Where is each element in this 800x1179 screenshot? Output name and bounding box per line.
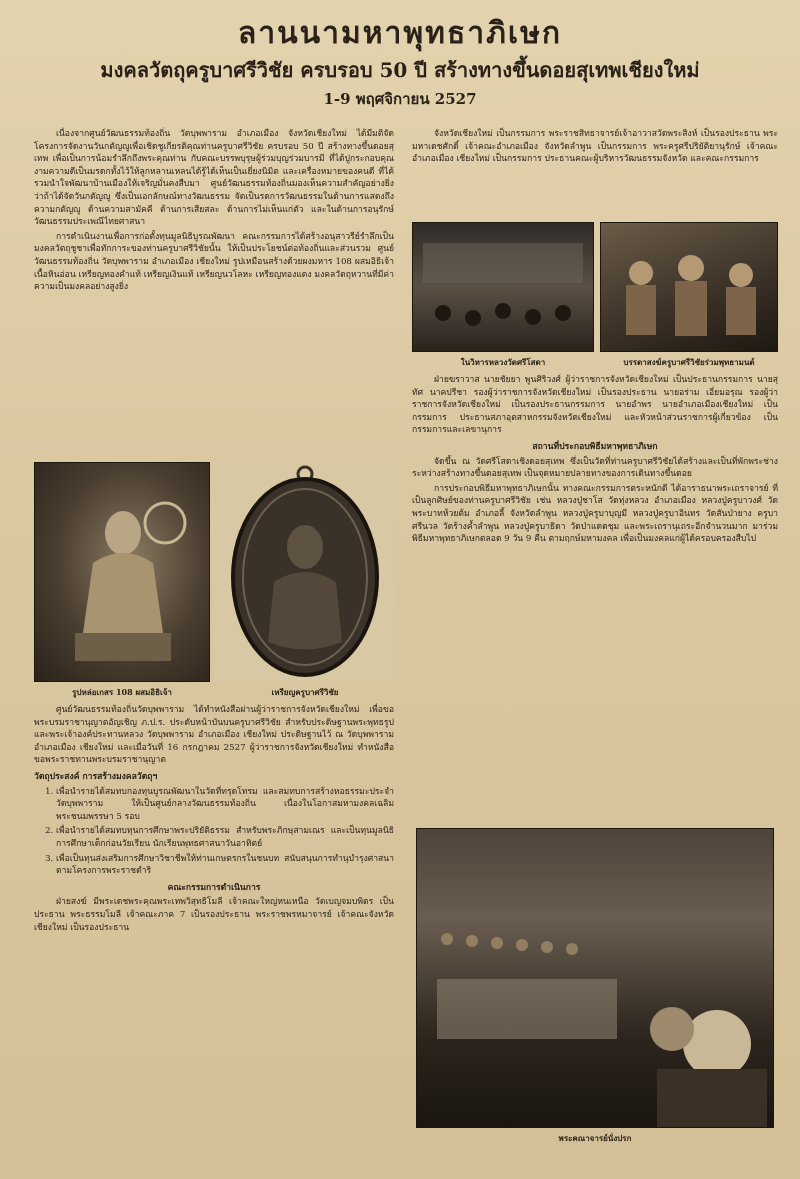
ceremony-icon: [417, 829, 773, 1127]
right-column: [412, 128, 778, 168]
amulet-statue-photo: [34, 462, 210, 682]
list-item: 2. เพื่อนำรายได้สมทบทุนการศึกษาพระปริยัติธรรม สำหรับพระภิกษุสามเณร และเป็นทุนมูลนิธิการศึกษาเด็กก่อนวัยเรียน นักเรียนพุทธศาสนาวันอาทิตย์: [56, 825, 394, 850]
committee-heading: คณะกรรมการดำเนินการ: [167, 882, 261, 893]
left-column-lower: [34, 704, 394, 936]
place-heading: สถานที่ประกอบพิธีมหาพุทธาภิเษก: [532, 441, 658, 452]
statue-icon: [35, 463, 209, 681]
photo-caption: เหรียญครูบาศรีวิชัย: [271, 687, 339, 697]
paragraph: จัดขึ้น ณ วัดศรีโสดาเชิงดอยสุเทพ ซึ่งเป็นวัดที่ท่านครูบาศรีวิชัยได้สร้างและเป็นที่พักพระช่างระหว่างสร้างทางขึ้นดอยสุเทพ เป็นจุดหมายปลายทางของการเดินทางขึ้นดอย: [412, 456, 778, 480]
page-title: ลานนามหาพุทธาภิเษก: [237, 16, 563, 51]
list-item: 3. เพื่อเป็นทุนส่งเสริมการศึกษาวิชาชีพให้ท่านเกษตรกรในชนบท สนับสนุนการทำนุบำรุงศาสนาตามโครงการพระราชดำริ: [56, 853, 394, 878]
event-dates: 1-9 พฤศจิกายน 2527: [323, 90, 477, 108]
right-column-lower: [412, 374, 778, 548]
paragraph: จังหวัดเชียงใหม่ เป็นกรรมการ พระราชสิทธาจารย์เจ้าอาวาสวัดพระสิงห์ เป็นรองประธาน พระมหาเดชศักดิ์ เจ้าคณะอำเภอเมือง จังหวัดลำพูน เป็นกรรมการ พระครูศรีปริยัติยานุรักษ์ เจ้าคณะอำเภอเมือง เชียงใหม่ เป็นกรรมการ ประธานคณะผู้บริหารวัฒนธรรมจังหวัด และคณะกรรมการ: [412, 129, 778, 165]
ceremony-photo: [416, 828, 774, 1128]
monks-icon: [601, 223, 777, 351]
paragraph: การดำเนินงานเพื่อการก่อตั้งทุนมูลนิธิบูรณพัฒนา คณะกรรมการได้สร้างอนุสาวรีย์รำลึกเป็นมงคลวัตถุชูชาเพื่อทักการะของท่านครูบาศรีวิชัยนั้น ให้เป็นประโยชน์ต่อท้องถิ่นและส่วนรวม ศูนย์วัฒนธรรมท้องถิ่น วัดบุพพาราม อำเภอเมือง เชียงใหม่ รูปเหมือนสร้างด้วยผงมหาร 108 ผสมอิธิเจ้าเนื้อหินอ่อน เหรียญทองคำแท้ เหรียญเงินแท้ เหรียญนวโลหะ เหรียญทองแดง มงคลวัตถุหวานที่มีค่าความเป็นมงคลอย่างสูงยิ่ง: [34, 231, 394, 293]
photo-caption: บรรดาสงฆ์ครูบาศรีวิชัยร่วมพุทธามนต์: [623, 357, 755, 367]
page-subtitle: มงคลวัตถุครูบาศรีวิชัย ครบรอบ 50 ปี สร้างทางขึ้นดอยสุเทพเชียงใหม่: [100, 58, 700, 82]
photo-caption: ในวิหารหลวงวัดศรีโสดา: [460, 357, 546, 367]
coin-icon: [214, 462, 396, 682]
photo-caption: รูปหล่อเกสร 108 ผสมอิธิเจ้า: [72, 687, 172, 697]
paragraph: ศูนย์วัฒนธรรมท้องถิ่นวัดบุพพาราม ได้ทำหนังสือผ่านผู้ว่าราชการจังหวัดเชียงใหม่ เพื่อขอพระบรมราชานุญาตอัญเชิญ ภ.ป.ร. ประดับหน้าบันบนครูบาศรีวิชัย สำหรับประดิษฐานพระพุทธรูปและพระเจ้าองค์ประทานหลวง วัดบุพพาราม อำเภอเมือง เชียงใหม่ ประดิษฐานไว้ ณ วัดบุพพาราม อำเภอเมือง เชียงใหม่ และเมื่อวันที่ 16 กรกฎาคม 2527 ผู้ว่าราชการจังหวัดเชียงใหม่ ทำหนังสือขอพระราชทานพระบรมราชานุญาต: [34, 705, 394, 766]
vihara-photo: [412, 222, 594, 352]
objectives-list: [34, 786, 394, 878]
photo-caption: พระคณาจารย์นั่งปรก: [558, 1133, 632, 1143]
coin-photo: [214, 462, 396, 682]
paragraph: เนื่องจากศูนย์วัฒนธรรมท้องถิ่น วัดบุพพาราม อำเภอเมือง จังหวัดเชียงใหม่ ได้มีมติจัดโครงการจัดงานวันกตัญญูเพื่อเชิดชูเกียรติคุณท่านครูบาศรีวิชัย ครบรอบ 50 ปี สร้างทางขึ้นดอยสุเทพ เพื่อเป็นการน้อมรำลึกถึงพระคุณท่าน กับคณะบรรพบุรุษผู้ร่วมบุญร่วมบารมี ที่ได้ปูกระกอบคุณงามความดีเป็นมรดกทั้งไว้ให้ลูกหลานเหลนได้รู้ได้เห็นเป็นเยี่ยงนิมิต และเครื่องหมายของคนดี ที่ได้รวมนำใจพัฒนาบ้านเมืองให้เจริญมั่นคงสืบมา ศูนย์วัฒนธรรมท้องถิ่นมองเห็นความสำคัญอย่างยิ่งว่าถ้าได้จัดวันกตัญญู ซึ่งเป็นเอกลักษณ์ทางวัฒนธรรม จัดเป็นรดการวัฒนธรรมในด้านการแสดงถึงความกตัญญู ด้านความสามัคคี ด้านการเสียสละ ด้านการไม่เห็นแก่ตัว และในด้านการอนุรักษ์วัฒนธรรมประเพณีไทยศาสนา: [34, 129, 394, 228]
paragraph: ฝ่ายฆราวาส นายชัยยา พูนศิริวงศ์ ผู้ว่าราชการจังหวัดเชียงใหม่ เป็นประธานกรรมการ นายสุทัศ นาคปรีชา รองผู้ว่าราชการจังหวัดเชียงใหม่ เป็นรองประธาน นายอร่าม เอี่ยมอรุณ รองผู้ว่าราชการจังหวัดเชียงใหม่ เป็นรองประธานกรรมการ นายอำพร นายอำเภอเมืองเชียงใหม่ เป็นกรรมการ ประธานสภาอุตสาหกรรมจังหวัดเชียงใหม่ และหัวหน้าส่วนราชการผู้เกี่ยวข้อง เป็นกรรมการและเลขานุการ: [412, 375, 778, 436]
paragraph: ฝ่ายสงฆ์ มีพระเดชพระคุณพระเทพวิสุทธิโมลี เจ้าคณะใหญ่หนเหนือ วัดเบญจมบพิตร เป็นประธาน พระธรรมโมลี เจ้าคณะภาค 7 เป็นรองประธาน พระราชพรหมาจารย์ เจ้าคณะจังหวัดเชียงใหม่ เป็นรองประธาน: [34, 897, 394, 933]
paragraph: การประกอบพิธีมหาพุทธาภิเษกนั้น ทางคณะกรรมการตระหนักดี ได้อาราธนาพระเถราจารย์ ที่เป็นลูกศิษย์ของท่านครูบาศรีวิชัย เช่น หลวงปู่ชาโส วัดทุ่งหลวง อำเภอเมือง หลวงปู่ครูบาวงศ์ วัดพระบาทห้วยต้ม อำเภอลี้ จังหวัดลำพูน หลวงปู่ครูบาบุญมี หลวงปู่ครูบาอินทร วัดสันป่ายาง ครูบาศรีนวล วัดร้างค้ำลำพูน หลวงปู่ครูบาธิดา วัดป่าแดดชุม และพระเถรานุเถระอีกจำนวนมาก มาร่วมพิธีมหาพุทธาภิเษกตลอด 9 วัน 9 คืน ตามฤกษ์มหามงคล เพื่อเป็นมงคลแก่ผู้ได้ครอบครองสืบไป: [412, 483, 778, 545]
objectives-heading: วัตถุประสงค์ การสร้างมงคลวัตถุฯ: [34, 771, 158, 782]
left-column: [34, 128, 394, 296]
monks-photo: [600, 222, 778, 352]
crowd-icon: [413, 223, 593, 351]
list-item: 1. เพื่อนำรายได้สมทบกองทุนบูรณพัฒนาในวัดที่ทรุดโทรม และสมทบการสร้างหอธรรมะประจำวัดบุพพาราม ให้เป็นศูนย์กลางวัฒนธรรมท้องถิ่น เนื่องในโอกาสมหามงคลเฉลิมพระชนมพรรษา 5 รอบ: [56, 786, 394, 824]
